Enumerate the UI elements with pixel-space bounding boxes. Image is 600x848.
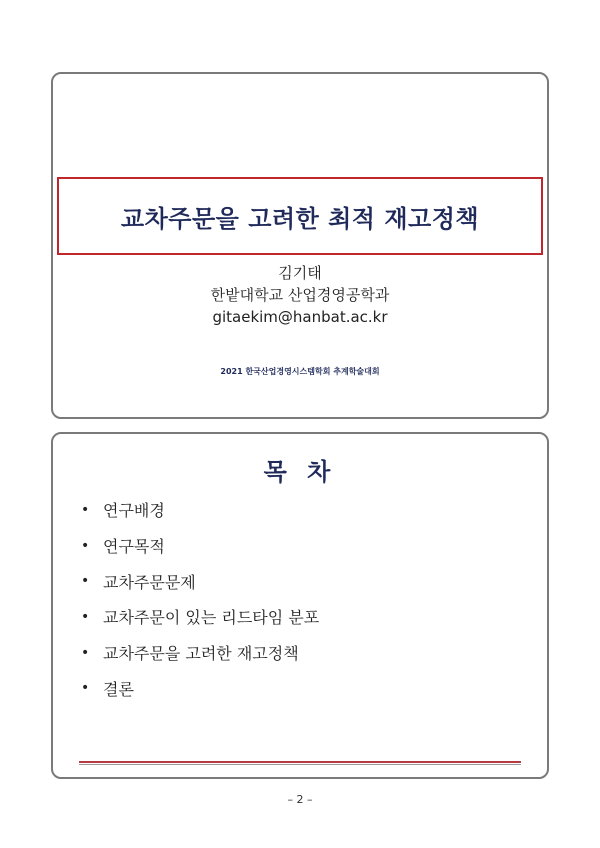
toc-item-label: 교차주문문제 xyxy=(103,572,196,592)
toc-item xyxy=(81,563,319,599)
toc-item xyxy=(81,635,319,671)
toc-item-label: 연구목적 xyxy=(103,537,165,557)
bullet-icon: • xyxy=(81,644,90,661)
page-number: – 2 – xyxy=(287,793,313,806)
toc-list xyxy=(81,492,319,706)
toc-item xyxy=(81,670,319,706)
author-affiliation: 한밭대학교 산업경영공학과 xyxy=(210,286,390,304)
bullet-icon: • xyxy=(81,680,90,697)
footer-rule-red xyxy=(79,761,521,763)
bullet-icon: • xyxy=(81,501,90,518)
toc-item xyxy=(81,599,319,635)
author-name: 김기태 xyxy=(278,264,322,282)
toc-item xyxy=(81,492,319,528)
toc-slide xyxy=(51,432,549,779)
bullet-icon: • xyxy=(81,537,90,554)
bullet-icon: • xyxy=(81,608,90,625)
slide-title: 교차주문을 고려한 최적 재고정책 xyxy=(120,204,480,233)
conference-name: 2021 한국산업경영시스템학회 추계학술대회 xyxy=(220,367,380,376)
title-slide xyxy=(51,72,549,419)
toc-item-label: 결론 xyxy=(103,679,134,699)
bullet-icon: • xyxy=(81,573,90,590)
author-block xyxy=(53,262,547,328)
toc-item-label: 교차주문을 고려한 재고정책 xyxy=(103,644,299,664)
footer-rule-gray xyxy=(79,764,521,765)
title-box xyxy=(57,177,543,255)
author-email: gitaekim@hanbat.ac.kr xyxy=(212,308,388,326)
toc-item xyxy=(81,528,319,564)
toc-item-label: 연구배경 xyxy=(103,501,165,521)
toc-item-label: 교차주문이 있는 리드타임 분포 xyxy=(103,608,320,628)
toc-title: 목 차 xyxy=(263,458,337,486)
